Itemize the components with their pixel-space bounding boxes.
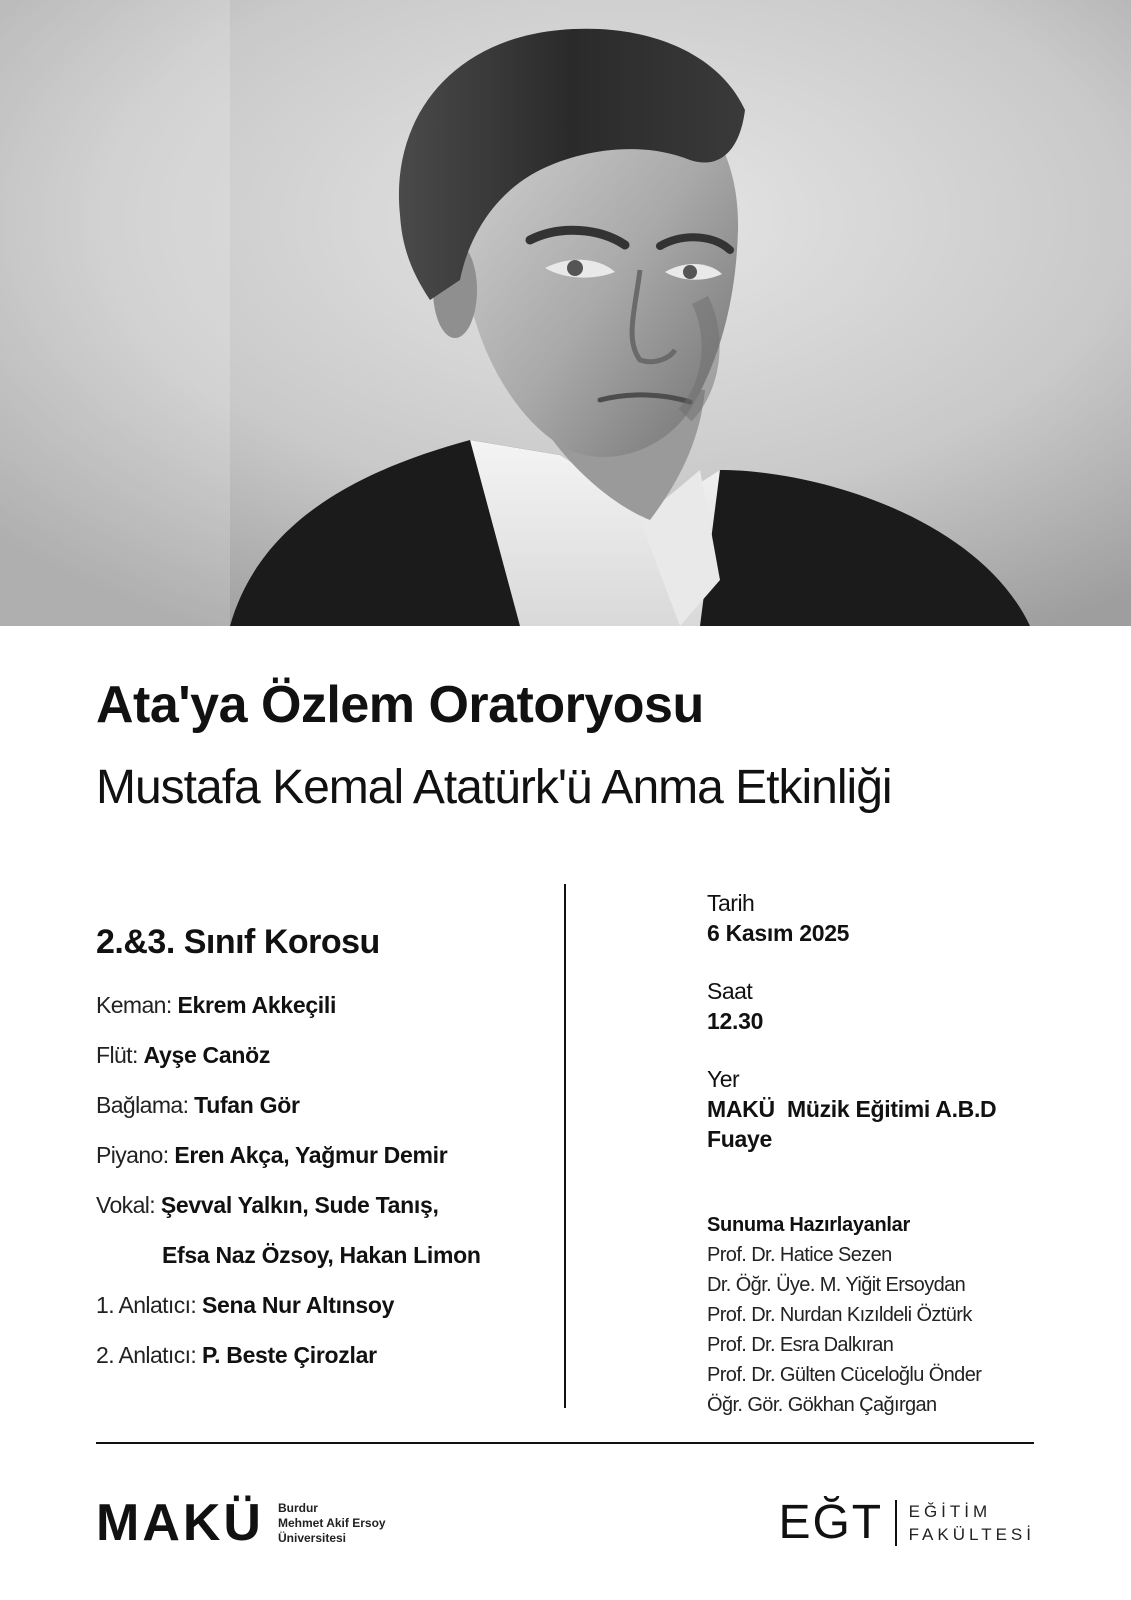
place-label: Yer — [707, 1066, 740, 1092]
performer-row-flute — [96, 1040, 556, 1090]
performer-row-piano — [96, 1140, 556, 1190]
performer-row-vocal-continued — [96, 1240, 556, 1290]
performer-row-baglama — [96, 1090, 556, 1140]
prepared-heading: Sunuma Hazırlayanlar — [707, 1214, 910, 1236]
choir-title: 2.&3. Sınıf Korosu — [96, 923, 380, 961]
performer-role: Flüt: — [96, 1042, 144, 1068]
date-block — [707, 888, 1107, 948]
performer-name: P. Beste Çirozlar — [202, 1342, 377, 1368]
performer-list — [96, 990, 556, 1390]
performer-role: Vokal: — [96, 1192, 161, 1218]
portrait-photo — [0, 0, 1131, 626]
performer-role: Bağlama: — [96, 1092, 195, 1118]
portrait-icon — [0, 0, 1131, 626]
time-label: Saat — [707, 978, 753, 1004]
prepared-person: Prof. Dr. Hatice Sezen — [707, 1244, 892, 1266]
performer-role: 2. Anlatıcı: — [96, 1342, 202, 1368]
event-subtitle: Mustafa Kemal Atatürk'ü Anma Etkinliği — [96, 761, 892, 814]
maku-logo — [96, 1495, 386, 1551]
maku-line: Üniversitesi — [277, 1530, 347, 1545]
performer-role: 1. Anlatıcı: — [96, 1292, 202, 1318]
performer-name: Şevval Yalkın, Sude Tanış, — [160, 1192, 439, 1218]
logo-separator — [895, 1500, 897, 1546]
prepared-person: Dr. Öğr. Üye. M. Yiğit Ersoydan — [707, 1274, 966, 1296]
performer-name: Sena Nur Altınsoy — [202, 1292, 395, 1318]
maku-university-name — [278, 1501, 386, 1546]
prepared-person: Öğr. Gör. Gökhan Çağırgan — [707, 1394, 937, 1416]
faculty-name — [909, 1500, 1035, 1546]
performer-name: Ekrem Akkeçili — [177, 992, 337, 1018]
performer-name: Efsa Naz Özsoy, Hakan Limon — [162, 1242, 481, 1268]
performer-row-narrator-1 — [96, 1290, 556, 1340]
time-block — [707, 976, 1107, 1036]
maku-line: Mehmet Akif Ersoy — [277, 1515, 386, 1530]
time-value: 12.30 — [707, 1008, 764, 1034]
performer-name: Tufan Gör — [194, 1092, 300, 1118]
footer-divider — [96, 1442, 1034, 1444]
performer-role: Piyano: — [96, 1142, 175, 1168]
prepared-person: Prof. Dr. Esra Dalkıran — [707, 1334, 894, 1356]
place-value-line1: MAKÜ Müzik Eğitimi A.B.D — [707, 1096, 997, 1122]
performer-row-violin — [96, 990, 556, 1040]
faculty-line: EĞİTİM — [908, 1502, 992, 1521]
maku-wordmark: MAKÜ — [96, 1494, 264, 1552]
date-label: Tarih — [707, 890, 755, 916]
faculty-logo — [778, 1497, 1035, 1549]
event-title: Ata'ya Özlem Oratoryosu — [96, 676, 704, 734]
egt-wordmark: EĞT — [778, 1496, 884, 1549]
maku-line: Burdur — [277, 1500, 318, 1515]
prepared-person: Prof. Dr. Nurdan Kızıldeli Öztürk — [707, 1304, 972, 1326]
column-divider — [564, 884, 566, 1408]
performer-name: Eren Akça, Yağmur Demir — [174, 1142, 448, 1168]
place-value-line2: Fuaye — [707, 1126, 772, 1152]
performer-name: Ayşe Canöz — [143, 1042, 271, 1068]
performer-role: Keman: — [96, 992, 178, 1018]
event-info — [707, 888, 1107, 1182]
prepared-person: Prof. Dr. Gülten Cüceloğlu Önder — [707, 1364, 982, 1386]
performer-row-vocal — [96, 1190, 556, 1240]
date-value: 6 Kasım 2025 — [707, 920, 850, 946]
performer-row-narrator-2 — [96, 1340, 556, 1390]
place-block — [707, 1064, 1107, 1154]
faculty-line: FAKÜLTESİ — [908, 1525, 1035, 1544]
prepared-by — [707, 1210, 1127, 1420]
